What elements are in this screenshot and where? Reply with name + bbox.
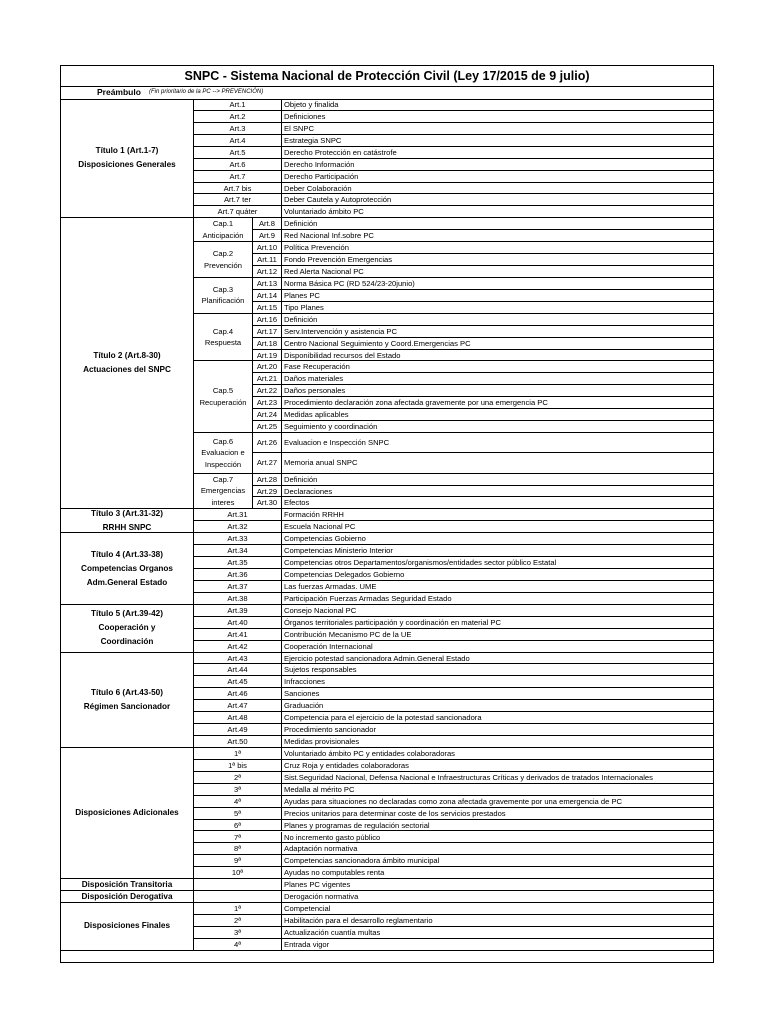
article-code: Art.1: [194, 99, 282, 111]
article-description: Consejo Nacional PC: [282, 605, 713, 617]
preamble-label: Preámbulo: [97, 87, 141, 97]
article-description: Planes y programas de regulación sectorial: [282, 820, 713, 832]
article-code: Art.7 ter: [194, 194, 282, 206]
article-description: Competencias Delegados Gobierno: [282, 569, 713, 581]
chapter-label: Cap.4 Respuesta: [194, 314, 253, 362]
article-description: Competencial: [282, 903, 713, 915]
chapter-label: Cap.5 Recuperación: [194, 361, 253, 433]
article-description: Objeto y finalida: [282, 99, 713, 111]
article-description: Red Alerta Nacional PC: [282, 266, 713, 278]
article-description: Deber Colaboración: [282, 183, 713, 195]
article-code: 10ª: [194, 867, 282, 879]
article-code: Art.22: [253, 385, 282, 397]
article-code: Art.27: [253, 453, 282, 473]
article-code: Art.17: [253, 326, 282, 338]
article-code: Art.30: [253, 497, 282, 509]
article-description: Fase Recuperación: [282, 361, 713, 373]
article-description: Serv.Intervención y asistencia PC: [282, 326, 713, 338]
group-label: Disposiciones Finales: [61, 903, 194, 951]
article-code: Art.45: [194, 676, 282, 688]
group-label: Título 6 (Art.43-50) Régimen Sancionador: [61, 653, 194, 748]
article-description: Medalla al mérito PC: [282, 784, 713, 796]
article-code: Art.28: [253, 474, 282, 486]
article-description: Medidas aplicables: [282, 409, 713, 421]
article-code: Art.36: [194, 569, 282, 581]
group-label: Título 3 (Art.31-32) RRHH SNPC: [61, 509, 194, 533]
article-description: Evaluacion e Inspección SNPC: [282, 433, 713, 453]
article-description: Derogación normativa: [282, 891, 713, 903]
document-title: SNPC - Sistema Nacional de Protección Civil (Ley 17/2015 de 9 julio): [61, 66, 713, 87]
article-code: Art.18: [253, 338, 282, 350]
chapter-label: Cap.2 Prevención: [194, 242, 253, 278]
article-code: Art.35: [194, 557, 282, 569]
article-code: Art.19: [253, 350, 282, 362]
group-label: Disposición Derogativa: [61, 891, 194, 903]
article-description: Competencias Gobierno: [282, 533, 713, 545]
article-code: Art.41: [194, 629, 282, 641]
article-code: Art.13: [253, 278, 282, 290]
preamble-row: [61, 86, 713, 100]
article-code: 1ª: [194, 903, 282, 915]
article-description: Estrategia SNPC: [282, 135, 713, 147]
article-code: Art.9: [253, 230, 282, 242]
article-description: Declaraciones: [282, 486, 713, 498]
article-description: Medidas provisionales: [282, 736, 713, 748]
article-description: Ejercicio potestad sancionadora Admin.General Estado: [282, 653, 713, 665]
article-description: Procedimiento sancionador: [282, 724, 713, 736]
article-description: Daños personales: [282, 385, 713, 397]
article-code: Art.3: [194, 123, 282, 135]
article-code: Art.11: [253, 254, 282, 266]
article-description: Red Nacional Inf.sobre PC: [282, 230, 713, 242]
article-description: Voluntariado ámbito PC y entidades colaboradoras: [282, 748, 713, 760]
article-code: Art.43: [194, 653, 282, 665]
article-description: Definiciones: [282, 111, 713, 123]
document-sheet: [60, 65, 714, 963]
article-description: Fondo Prevención Emergencias: [282, 254, 713, 266]
article-description: Disponibilidad recursos del Estado: [282, 350, 713, 362]
article-code: Art.31: [194, 509, 282, 521]
article-code: Art.29: [253, 486, 282, 498]
preamble-note: (Fin prioritario de la PC --> PREVENCIÓN): [149, 89, 264, 95]
article-code: Art.24: [253, 409, 282, 421]
article-description: Seguimiento y coordinación: [282, 421, 713, 433]
group-label: Disposiciones Adicionales: [61, 748, 194, 879]
article-code: Art.12: [253, 266, 282, 278]
article-description: Planes PC: [282, 290, 713, 302]
article-description: Precios unitarios para determinar coste de los servicios prestados: [282, 808, 713, 820]
article-description: Definición: [282, 474, 713, 486]
article-description: Definición: [282, 218, 713, 230]
article-code: Art.48: [194, 712, 282, 724]
article-description: Ayudas para situaciones no declaradas como zona afectada gravemente por una emergencia de PC: [282, 796, 713, 808]
article-description: Las fuerzas Armadas. UME: [282, 581, 713, 593]
article-code: 1ª: [194, 748, 282, 760]
article-code: Art.33: [194, 533, 282, 545]
article-description: Órganos territoriales participación y coordinación en material PC: [282, 617, 713, 629]
article-description: Planes PC vigentes: [282, 879, 713, 891]
chapter-label: Cap.3 Planificación: [194, 278, 253, 314]
article-code: Art.2: [194, 111, 282, 123]
chapter-label: Cap.6 Evaluacion e Inspección: [194, 433, 253, 474]
article-code: Art.46: [194, 688, 282, 700]
article-description: Efectos: [282, 497, 713, 509]
article-code: Art.8: [253, 218, 282, 230]
article-code: 2ª: [194, 772, 282, 784]
article-description: Definición: [282, 314, 713, 326]
article-description: Actualización cuantía multas: [282, 927, 713, 939]
article-code: Art.42: [194, 641, 282, 653]
group-label: Título 5 (Art.39-42) Cooperación y Coordinación: [61, 605, 194, 653]
article-code: Art.15: [253, 302, 282, 314]
article-description: Sujetos responsables: [282, 664, 713, 676]
article-description: Derecho Información: [282, 159, 713, 171]
article-description: El SNPC: [282, 123, 713, 135]
article-description: Norma Básica PC (RD 524/23-20junio): [282, 278, 713, 290]
article-description: Adaptación normativa: [282, 843, 713, 855]
article-description: Centro Nacional Seguimiento y Coord.Emergencias PC: [282, 338, 713, 350]
article-description: Habilitación para el desarrollo reglamentario: [282, 915, 713, 927]
article-description: Sanciones: [282, 688, 713, 700]
article-description: Graduación: [282, 700, 713, 712]
article-code: Art.5: [194, 147, 282, 159]
article-description: Derecho Protección en catástrofe: [282, 147, 713, 159]
article-description: Escuela Nacional PC: [282, 521, 713, 533]
article-code: Art.4: [194, 135, 282, 147]
article-description: Entrada vigor: [282, 939, 713, 951]
article-code: Art.25: [253, 421, 282, 433]
article-code: Art.47: [194, 700, 282, 712]
article-code: 3ª: [194, 784, 282, 796]
article-code: Art.7: [194, 171, 282, 183]
article-description: Sist.Seguridad Nacional, Defensa Nacional e Infraestructuras Críticas y derivados de tratados Internacionales: [282, 772, 713, 784]
article-code: Art.7 bis: [194, 183, 282, 195]
article-code: Art.44: [194, 664, 282, 676]
article-description: Formación RRHH: [282, 509, 713, 521]
article-code: [194, 879, 282, 891]
article-code: Art.7 quáter: [194, 206, 282, 218]
group-label: Título 2 (Art.8-30) Actuaciones del SNPC: [61, 218, 194, 509]
group-label: Disposición Transitoria: [61, 879, 194, 891]
article-description: Ayudas no computables renta: [282, 867, 713, 879]
article-code: 4ª: [194, 796, 282, 808]
article-code: Art.26: [253, 433, 282, 453]
article-code: 8ª: [194, 843, 282, 855]
article-code: Art.39: [194, 605, 282, 617]
article-code: Art.6: [194, 159, 282, 171]
article-description: Participación Fuerzas Armadas Seguridad Estado: [282, 593, 713, 605]
article-code: Art.16: [253, 314, 282, 326]
article-code: Art.37: [194, 581, 282, 593]
article-description: No incremento gasto público: [282, 832, 713, 844]
article-code: 1ª bis: [194, 760, 282, 772]
group-label: Título 4 (Art.33-38) Competencias Organos Adm.General Estado: [61, 533, 194, 605]
chapter-label: Cap.1 Anticipación: [194, 218, 253, 242]
article-code: Art.20: [253, 361, 282, 373]
article-description: Política Prevención: [282, 242, 713, 254]
article-code: 4ª: [194, 939, 282, 951]
article-code: Art.34: [194, 545, 282, 557]
article-code: Art.14: [253, 290, 282, 302]
article-description: Voluntariado ámbito PC: [282, 206, 713, 218]
article-code: Art.10: [253, 242, 282, 254]
article-description: Deber Cautela y Autoprotección: [282, 194, 713, 206]
article-description: Cruz Roja y entidades colaboradoras: [282, 760, 713, 772]
article-code: [194, 891, 282, 903]
article-description: Competencias otros Departamentos/organismos/entidades sector público Estatal: [282, 557, 713, 569]
article-description: Competencias Ministerio Interior: [282, 545, 713, 557]
article-code: Art.40: [194, 617, 282, 629]
article-code: Art.32: [194, 521, 282, 533]
chapter-label: Cap.7 Emergencias interes: [194, 474, 253, 510]
article-code: Art.23: [253, 397, 282, 409]
article-description: Competencias sancionadora ámbito municipal: [282, 855, 713, 867]
article-code: Art.50: [194, 736, 282, 748]
article-code: 2ª: [194, 915, 282, 927]
group-label: Título 1 (Art.1-7) Disposiciones Generales: [61, 99, 194, 218]
article-description: Memoria anual SNPC: [282, 453, 713, 473]
article-code: 3ª: [194, 927, 282, 939]
article-description: Procedimiento declaración zona afectada gravemente por una emergencia PC: [282, 397, 713, 409]
article-code: 9ª: [194, 855, 282, 867]
article-code: Art.38: [194, 593, 282, 605]
article-code: Art.21: [253, 373, 282, 385]
article-description: Competencia para el ejercicio de la potestad sancionadora: [282, 712, 713, 724]
article-description: Cooperación Internacional: [282, 641, 713, 653]
article-code: Art.49: [194, 724, 282, 736]
article-code: 6ª: [194, 820, 282, 832]
article-description: Tipo Planes: [282, 302, 713, 314]
article-code: 7ª: [194, 832, 282, 844]
article-description: Infracciones: [282, 676, 713, 688]
article-code: 5ª: [194, 808, 282, 820]
article-description: Daños materiales: [282, 373, 713, 385]
article-description: Contribución Mecanismo PC de la UE: [282, 629, 713, 641]
article-description: Derecho Participación: [282, 171, 713, 183]
